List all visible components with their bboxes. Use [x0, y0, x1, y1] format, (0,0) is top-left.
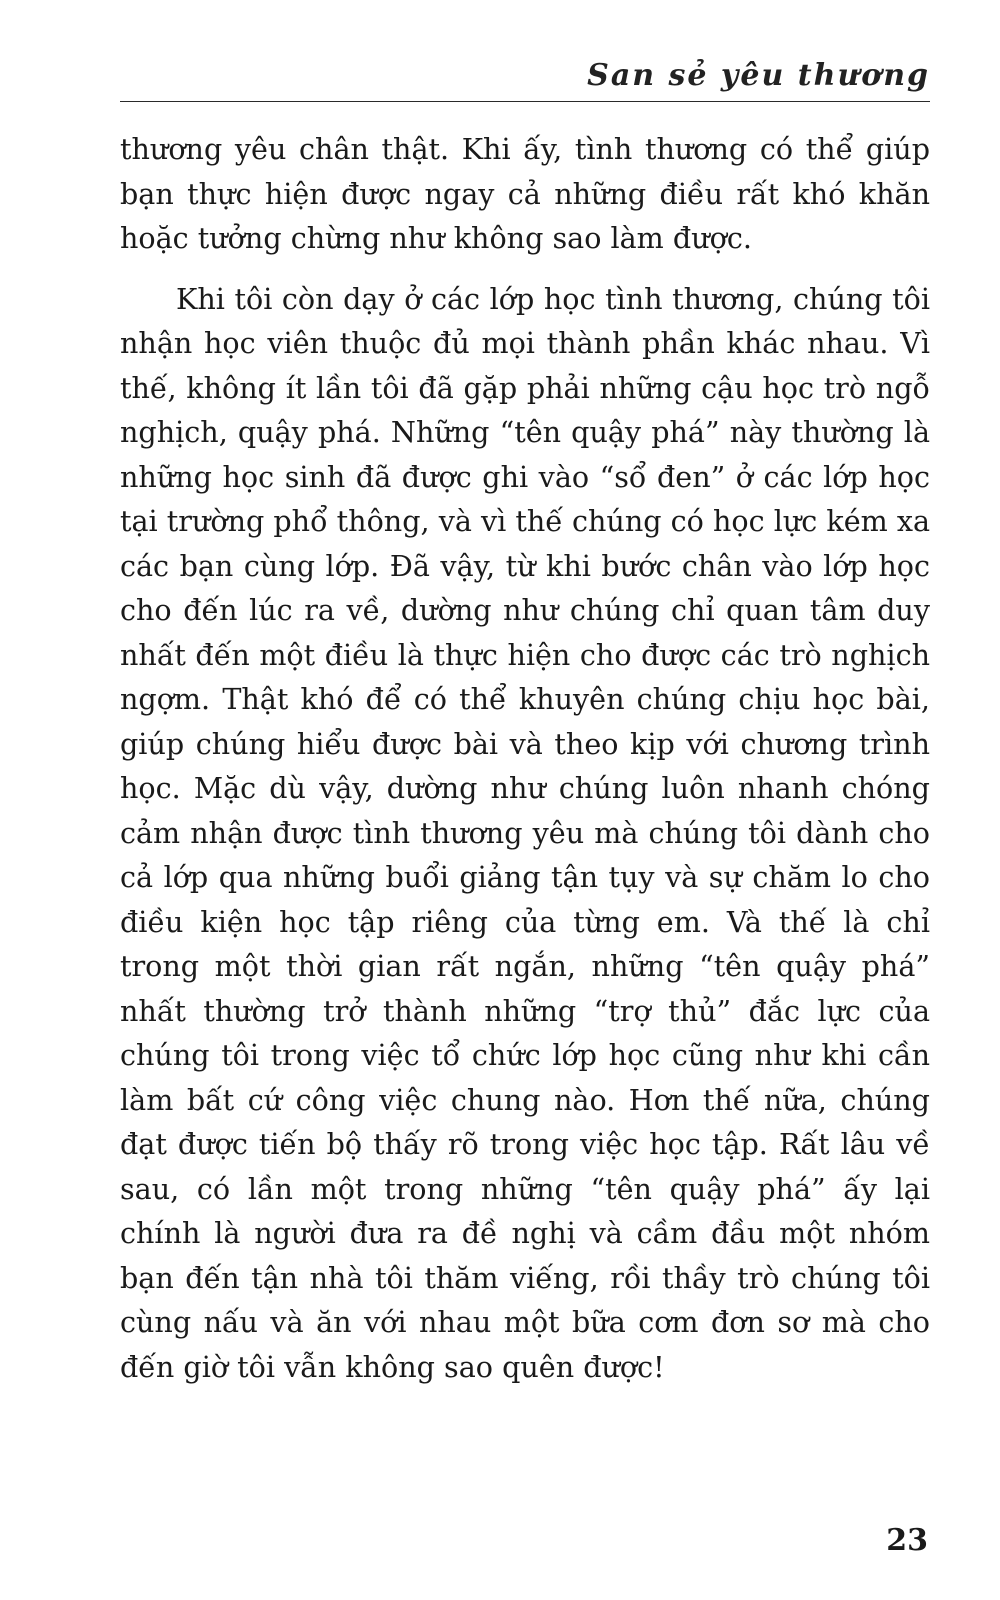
running-header-title: San sẻ yêu thương — [587, 58, 930, 93]
page-number: 23 — [886, 1523, 928, 1558]
body-text — [120, 127, 930, 1389]
running-header — [120, 55, 930, 102]
paragraph-main: Khi tôi còn dạy ở các lớp học tình thương, chúng tôi nhận học viên thuộc đủ mọi thành phần khác nhau. Vì thế, không ít lần tôi đã gặp phải những cậu học trò ngỗ nghịch, quậy phá. Những “tên quậy phá” này thường là những học sinh đã được ghi vào “sổ đen” ở các lớp học tại trường phổ thông, và vì thế chúng có học lực kém xa các bạn cùng lớp. Đã vậy, từ khi bước chân vào lớp học cho đến lúc ra về, dường như chúng chỉ quan tâm duy nhất đến một điều là thực hiện cho được các trò nghịch ngợm. Thật khó để có thể khuyên chúng chịu học bài, giúp chúng hiểu được bài và theo kịp với chương trình học. Mặc dù vậy, dường như chúng luôn nhanh chóng cảm nhận được tình thương yêu mà chúng tôi dành cho cả lớp qua những buổi giảng tận tụy và sự chăm lo cho điều kiện học tập riêng của từng em. Và thế là chỉ trong một thời gian rất ngắn, những “tên quậy phá” nhất thường trở thành những “trợ thủ” đắc lực của chúng tôi trong việc tổ chức lớp học cũng như khi cần làm bất cứ công việc chung nào. Hơn thế nữa, chúng đạt được tiến bộ thấy rõ trong việc học tập. Rất lâu về sau, có lần một trong những “tên quậy phá” ấy lại chính là người đưa ra đề nghị và cầm đầu một nhóm bạn đến tận nhà tôi thăm viếng, rồi thầy trò chúng tôi cùng nấu và ăn với nhau một bữa cơm đơn sơ mà cho đến giờ tôi vẫn không sao quên được! — [120, 281, 930, 1384]
paragraph-continued: thương yêu chân thật. Khi ấy, tình thương có thể giúp bạn thực hiện được ngay cả những điều rất khó khăn hoặc tưởng chừng như không sao làm được. — [120, 132, 930, 255]
